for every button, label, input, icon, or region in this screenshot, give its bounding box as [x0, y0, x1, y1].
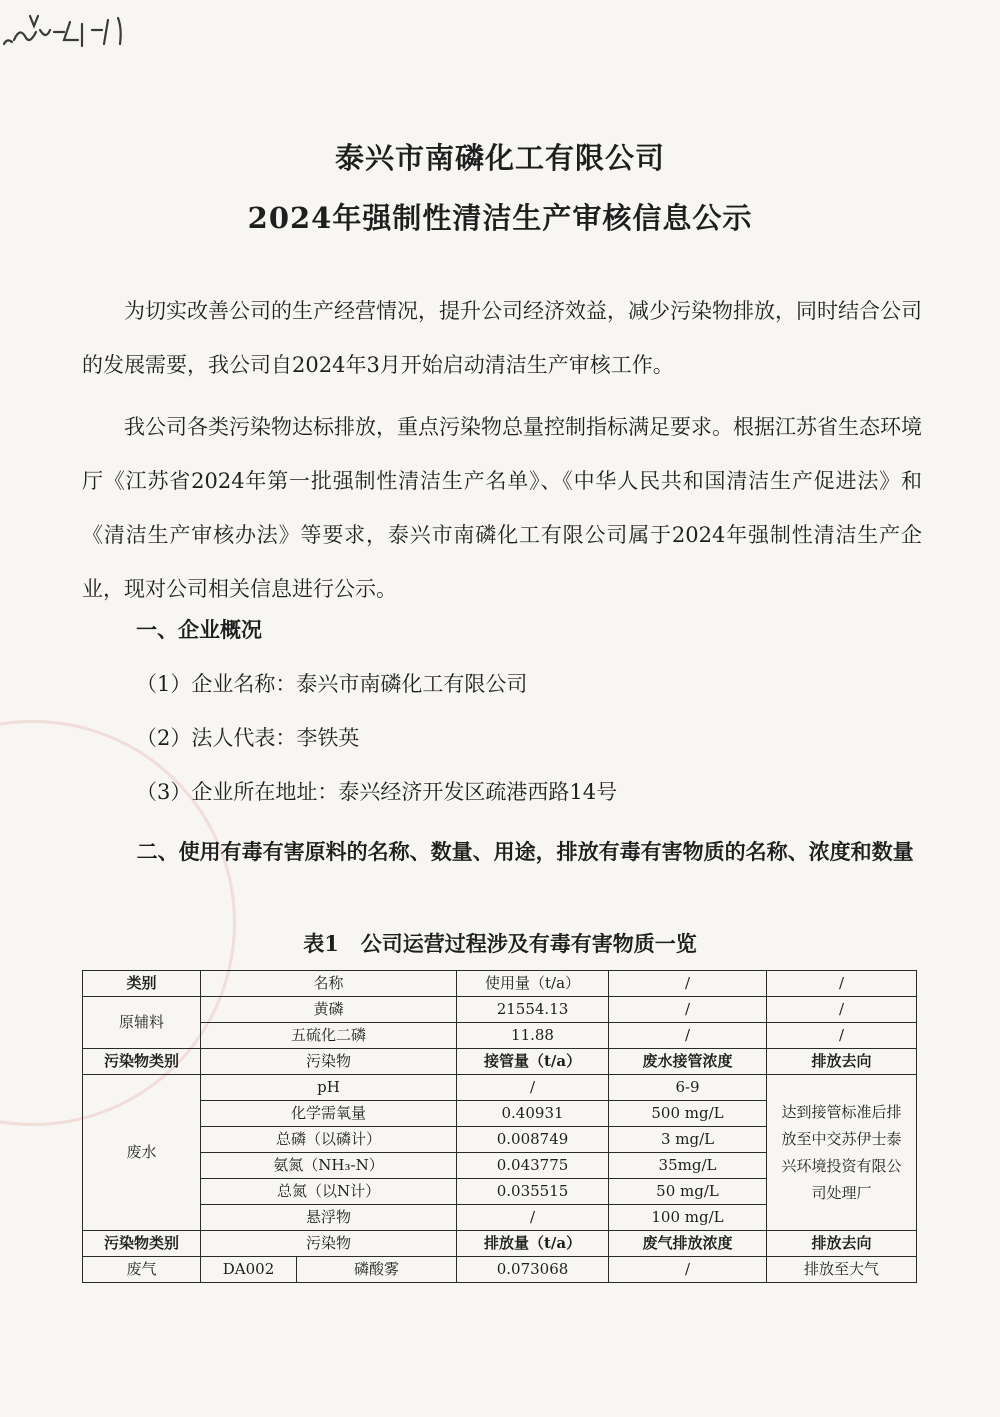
table-cell: 500 mg/L — [609, 1101, 767, 1127]
table-row — [83, 1075, 917, 1101]
header-cell: 使用量（t/a） — [457, 971, 609, 997]
table-cell: 50 mg/L — [609, 1179, 767, 1205]
handwritten-annotation — [0, 10, 150, 52]
header-cell: 污染物 — [201, 1231, 457, 1257]
table-cell: / — [457, 1205, 609, 1231]
table-cell: 氨氮（NH₃-N） — [201, 1153, 457, 1179]
table-cell: pH — [201, 1075, 457, 1101]
table-cell: / — [609, 1023, 767, 1049]
table-cell: / — [457, 1075, 609, 1101]
company-address-item: （3）企业所在地址：泰兴经济开发区疏港西路14号 — [136, 780, 618, 804]
header-cell: 名称 — [201, 971, 457, 997]
table-row — [83, 1257, 917, 1283]
table-cell: 0.035515 — [457, 1179, 609, 1205]
category-cell: 原辅料 — [83, 997, 201, 1049]
header-cell: 废水接管浓度 — [609, 1049, 767, 1075]
category-cell: 废水 — [83, 1075, 201, 1231]
header-cell: 排放去向 — [767, 1049, 917, 1075]
table-cell: / — [767, 997, 917, 1023]
category-cell: 废气 — [83, 1257, 201, 1283]
table-cell: 黄磷 — [201, 997, 457, 1023]
table-cell: DA002 — [201, 1257, 297, 1283]
table-cell: 3 mg/L — [609, 1127, 767, 1153]
table-cell: / — [609, 997, 767, 1023]
table-cell: 6-9 — [609, 1075, 767, 1101]
table-cell: 总磷（以磷计） — [201, 1127, 457, 1153]
table-cell: 悬浮物 — [201, 1205, 457, 1231]
header-cell: 接管量（t/a） — [457, 1049, 609, 1075]
table-cell: 排放至大气 — [767, 1257, 917, 1283]
legal-representative-item: （2）法人代表：李铁英 — [136, 726, 360, 750]
intro-paragraph: 为切实改善公司的生产经营情况，提升公司经济效益，减少污染物排放，同时结合公司的发展需要，我公司自2024年3月开始启动清洁生产审核工作。 — [82, 299, 922, 377]
table-cell: 100 mg/L — [609, 1205, 767, 1231]
header-cell: 污染物类别 — [83, 1049, 201, 1075]
header-cell: 排放量（t/a） — [457, 1231, 609, 1257]
document-title-line2: 2024年强制性清洁生产审核信息公示 — [247, 201, 753, 235]
header-cell: 类别 — [83, 971, 201, 997]
table-caption: 表1 公司运营过程涉及有毒有害物质一览 — [303, 931, 697, 956]
table-cell: 0.40931 — [457, 1101, 609, 1127]
header-cell: 废气排放浓度 — [609, 1231, 767, 1257]
table-header-row — [83, 971, 917, 997]
document-title-line1: 泰兴市南磷化工有限公司 — [334, 141, 665, 175]
table-cell: 五硫化二磷 — [201, 1023, 457, 1049]
table-cell: 0.073068 — [457, 1257, 609, 1283]
table-cell: / — [609, 1257, 767, 1283]
table-cell: / — [767, 1023, 917, 1049]
header-cell: / — [767, 971, 917, 997]
table-cell: 磷酸雾 — [297, 1257, 457, 1283]
section2-heading: 二、使用有毒有害原料的名称、数量、用途，排放有毒有害物质的名称、浓度和数量 — [136, 839, 914, 864]
hazardous-substances-table — [82, 970, 917, 1283]
section1-heading: 一、企业概况 — [136, 617, 262, 642]
table-cell: 0.008749 — [457, 1127, 609, 1153]
destination-cell: 达到接管标准后排放至中交苏伊士泰兴环境投资有限公司处理厂 — [767, 1075, 917, 1231]
header-cell: 污染物 — [201, 1049, 457, 1075]
header-cell: 排放去向 — [767, 1231, 917, 1257]
header-cell: / — [609, 971, 767, 997]
table-row — [83, 997, 917, 1023]
company-name-item: （1）企业名称：泰兴市南磷化工有限公司 — [136, 672, 528, 696]
table-cell: 化学需氧量 — [201, 1101, 457, 1127]
table-row — [83, 1023, 917, 1049]
table-header-row — [83, 1231, 917, 1257]
table-cell: 21554.13 — [457, 997, 609, 1023]
table-header-row — [83, 1049, 917, 1075]
header-cell: 污染物类别 — [83, 1231, 201, 1257]
table-cell: 0.043775 — [457, 1153, 609, 1179]
table-cell: 总氮（以N计） — [201, 1179, 457, 1205]
table-cell: 11.88 — [457, 1023, 609, 1049]
compliance-paragraph: 我公司各类污染物达标排放，重点污染物总量控制指标满足要求。根据江苏省生态环境厅《江苏省2024年第一批强制性清洁生产名单》、《中华人民共和国清洁生产促进法》和《清洁生产审核办法》等要求，泰兴市南磷化工有限公司属于2024年强制性清洁生产企业，现对公司相关信息进行公示。 — [82, 415, 922, 601]
table-cell: 35mg/L — [609, 1153, 767, 1179]
